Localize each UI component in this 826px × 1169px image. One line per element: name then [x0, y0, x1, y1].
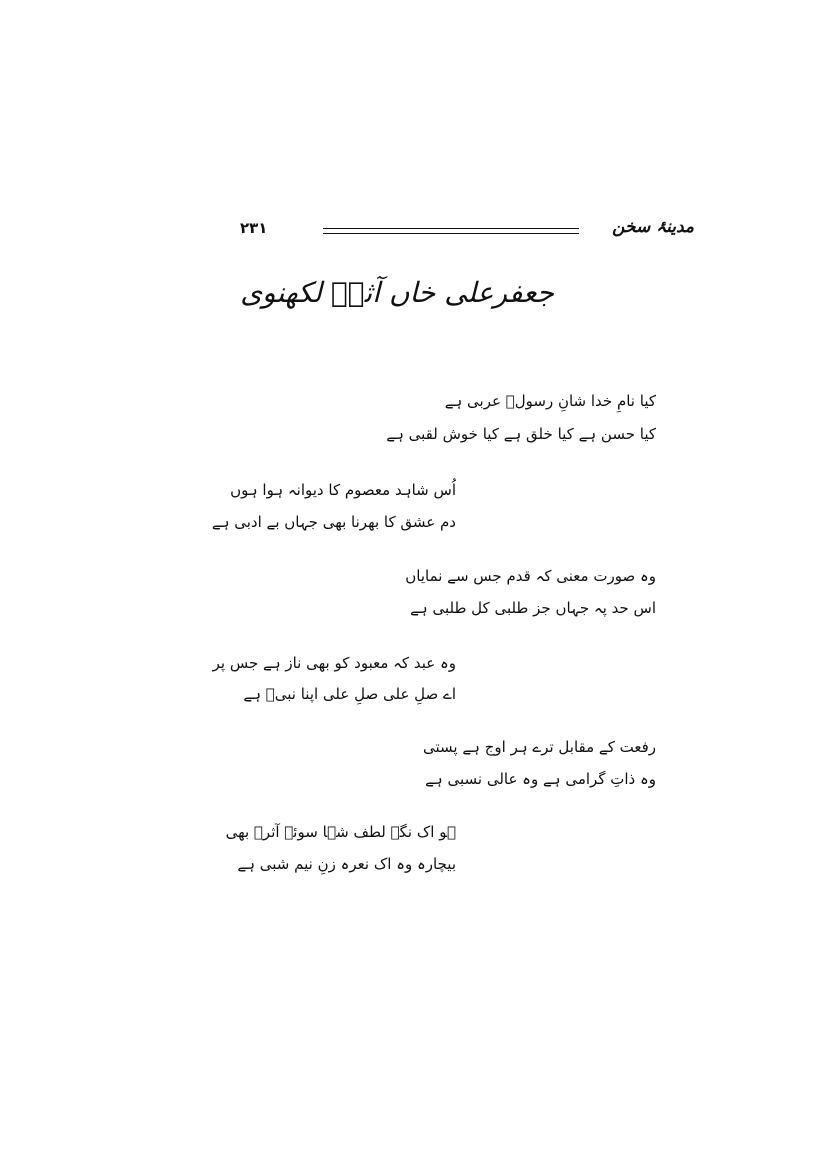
couplet-line: کیا نامِ خدا شانِ رسولؐ عربی ہے: [444, 392, 656, 410]
couplet-line: وہ ذاتِ گرامی ہے وہ عالی نسبی ہے: [425, 770, 656, 788]
couplet-line: وہ عبد کہ معبود کو بھی ناز ہے جس پر: [212, 654, 456, 672]
couplet-line: وہ صورت معنی کہ قدم جس سے نمایاں: [405, 567, 656, 585]
couplet-line: اس حد پہ جہاں جز طلبی کل طلبی ہے: [410, 599, 656, 617]
couplet-line: ہو اک نگہ لطف شہا سوئے آثرؔ بھی: [225, 823, 456, 841]
page-number: ۲۳۱: [240, 219, 268, 237]
poet-title: جعفرعلی خاں آثرؔ لکھنوی: [240, 276, 554, 309]
couplet-line: اُس شاہد معصوم کا دیوانہ ہوا ہوں: [230, 481, 456, 499]
couplet-line: بیچارہ وہ اک نعرہ زنِ نیم شبی ہے: [237, 855, 456, 873]
header-rule-bottom: [323, 233, 579, 234]
header-rule-top: [323, 228, 579, 229]
couplet-line: دم عشق کا بھرنا بھی جہاں بے ادبی ہے: [211, 513, 456, 531]
running-title: مدینۂ سخن: [612, 217, 694, 237]
couplet-line: رفعت کے مقابل ترے ہر اوج ہے پستی: [423, 738, 656, 756]
couplet-line: اے صلِ علی صلِ علی اپنا نبیؐ ہے: [243, 685, 456, 703]
couplet-line: کیا حسن ہے کیا خلق ہے کیا خوش لقبی ہے: [386, 425, 656, 443]
